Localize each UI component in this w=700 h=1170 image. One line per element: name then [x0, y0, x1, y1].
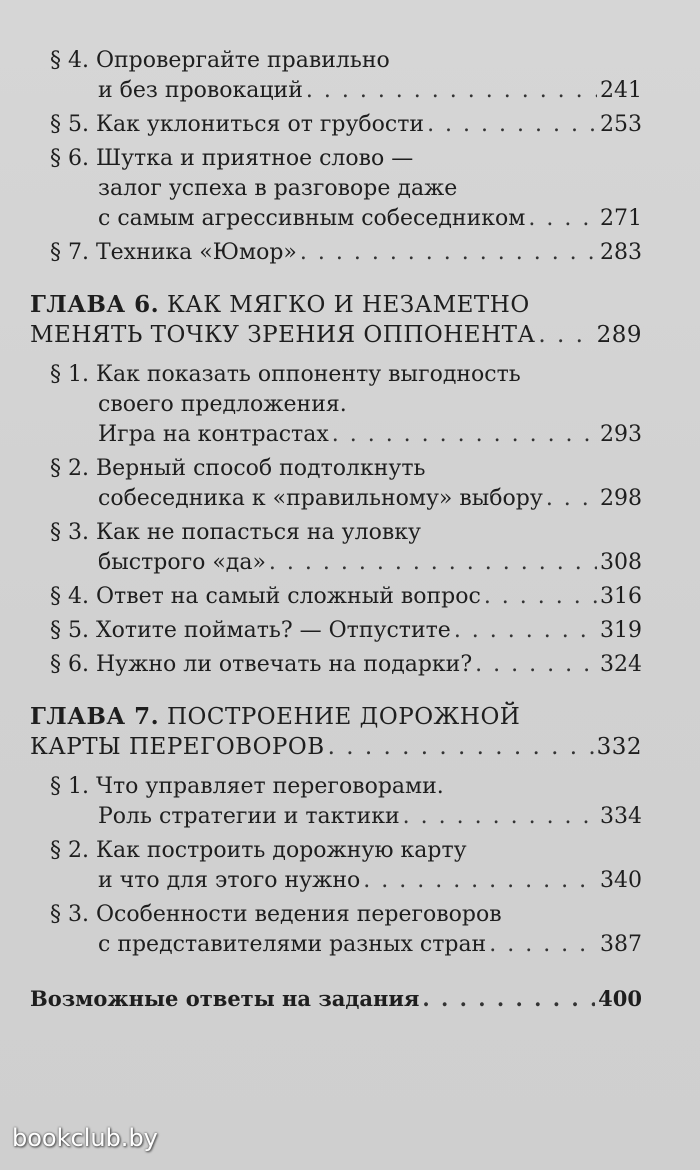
page-number: 387 [600, 932, 642, 957]
entry-title-line: Опровергайте правильно [95, 48, 390, 73]
toc-entry-ch6-s4 [50, 582, 642, 612]
chapter-label: ГЛАВА 6. [30, 291, 160, 318]
toc-entry-ch6-s5 [50, 616, 642, 646]
entry-title-line: Верный способ подтолкнуть [95, 456, 426, 481]
page-number: 298 [600, 486, 642, 511]
leader-dots [306, 76, 597, 106]
entry-title-line: собеседника к «правильному» выбору [98, 486, 543, 511]
entry-title-line: с представителями разных стран [98, 932, 487, 957]
leader-dots [528, 204, 597, 234]
page-number: 283 [600, 240, 642, 265]
entry-title-line: Как показать оппоненту выгодность [95, 362, 521, 387]
page-number: 319 [600, 618, 642, 643]
leader-dots [422, 984, 595, 1014]
toc-chapter-6 [30, 290, 642, 350]
section-number: § 1. [50, 774, 89, 799]
toc-answers [30, 984, 642, 1014]
entry-title-line: Что управляет переговорами. [95, 774, 444, 799]
chapter-title-line: КАК МЯГКО И НЕЗАМЕТНО [166, 292, 530, 318]
entry-title-line: и без провокаций [98, 78, 303, 103]
leader-dots [332, 420, 597, 450]
page-number: 324 [600, 652, 642, 677]
page-number: 241 [600, 78, 642, 103]
leader-dots [328, 732, 594, 762]
page-number: 334 [600, 804, 642, 829]
page-number: 271 [600, 206, 642, 231]
toc-entry-s7 [50, 238, 642, 268]
chapter-title-line: МЕНЯТЬ ТОЧКУ ЗРЕНИЯ ОППОНЕНТА [30, 322, 536, 348]
table-of-contents [30, 46, 642, 1014]
entry-title-line: залог успеха в разговоре даже [98, 176, 458, 201]
section-number: § 7. [50, 240, 89, 265]
leader-dots [427, 110, 597, 140]
section-number: § 5. [50, 112, 89, 137]
leader-dots [300, 238, 597, 268]
page-number: 400 [598, 986, 642, 1011]
section-number: § 4. [50, 48, 89, 73]
page-number: 340 [600, 868, 642, 893]
section-number: § 6. [50, 146, 89, 171]
entry-title-line: Хотите поймать? — Отпустите [95, 618, 451, 643]
section-number: § 5. [50, 618, 89, 643]
entry-title-line: быстрого «да» [98, 550, 266, 575]
entry-title-line: и что для этого нужно [98, 868, 361, 893]
entry-title-line: Как не попасться на уловку [95, 520, 421, 545]
page-number: 293 [600, 422, 642, 447]
page-number: 289 [596, 322, 642, 348]
toc-entry-ch7-s1 [50, 772, 642, 832]
entry-title-line: Техника «Юмор» [95, 240, 297, 265]
leader-dots [546, 484, 597, 514]
page-number: 316 [600, 584, 642, 609]
leader-dots [489, 930, 597, 960]
leader-dots [538, 320, 593, 350]
watermark: bookclub.by [12, 1124, 158, 1152]
section-number: § 1. [50, 362, 89, 387]
entry-title-line: Роль стратегии и тактики [98, 804, 400, 829]
section-number: § 3. [50, 520, 89, 545]
toc-chapter-7 [30, 702, 642, 762]
leader-dots [403, 802, 597, 832]
section-number: § 2. [50, 456, 89, 481]
entry-title-line: Как уклониться от грубости [95, 112, 425, 137]
leader-dots [475, 650, 597, 680]
toc-entry-s4 [50, 46, 642, 106]
toc-entry-s5 [50, 110, 642, 140]
entry-title-line: Шутка и приятное слово — [95, 146, 414, 171]
section-number: § 3. [50, 902, 89, 927]
toc-entry-ch6-s6 [50, 650, 642, 680]
section-number: § 2. [50, 838, 89, 863]
leader-dots [269, 548, 597, 578]
page-number: 253 [600, 112, 642, 137]
toc-entry-ch6-s3 [50, 518, 642, 578]
entry-title-line: Нужно ли отвечать на подарки? [95, 652, 473, 677]
entry-title-line: Ответ на самый сложный вопрос [95, 584, 481, 609]
entry-title-line: с самым агрессивным собеседником [98, 206, 526, 231]
entry-title-line: Игра на контрастах [98, 422, 329, 447]
section-number: § 4. [50, 584, 89, 609]
leader-dots [454, 616, 597, 646]
entry-title-line: Как построить дорожную карту [95, 838, 467, 863]
toc-entry-ch6-s2 [50, 454, 642, 514]
entry-title-line: своего предложения. [98, 392, 347, 417]
toc-entry-ch6-s1 [50, 360, 642, 450]
page-number: 332 [596, 734, 642, 760]
chapter-title-line: ПОСТРОЕНИЕ ДОРОЖНОЙ [166, 704, 521, 730]
toc-entry-ch7-s3 [50, 900, 642, 960]
leader-dots [363, 866, 597, 896]
answers-title: Возможные ответы на задания [30, 986, 420, 1011]
toc-entry-s6 [50, 144, 642, 234]
chapter-label: ГЛАВА 7. [30, 703, 160, 730]
entry-title-line: Особенности ведения переговоров [95, 902, 502, 927]
page-number: 308 [600, 550, 642, 575]
toc-entry-ch7-s2 [50, 836, 642, 896]
chapter-title-line: КАРТЫ ПЕРЕГОВОРОВ [30, 734, 325, 760]
leader-dots [484, 582, 597, 612]
section-number: § 6. [50, 652, 89, 677]
